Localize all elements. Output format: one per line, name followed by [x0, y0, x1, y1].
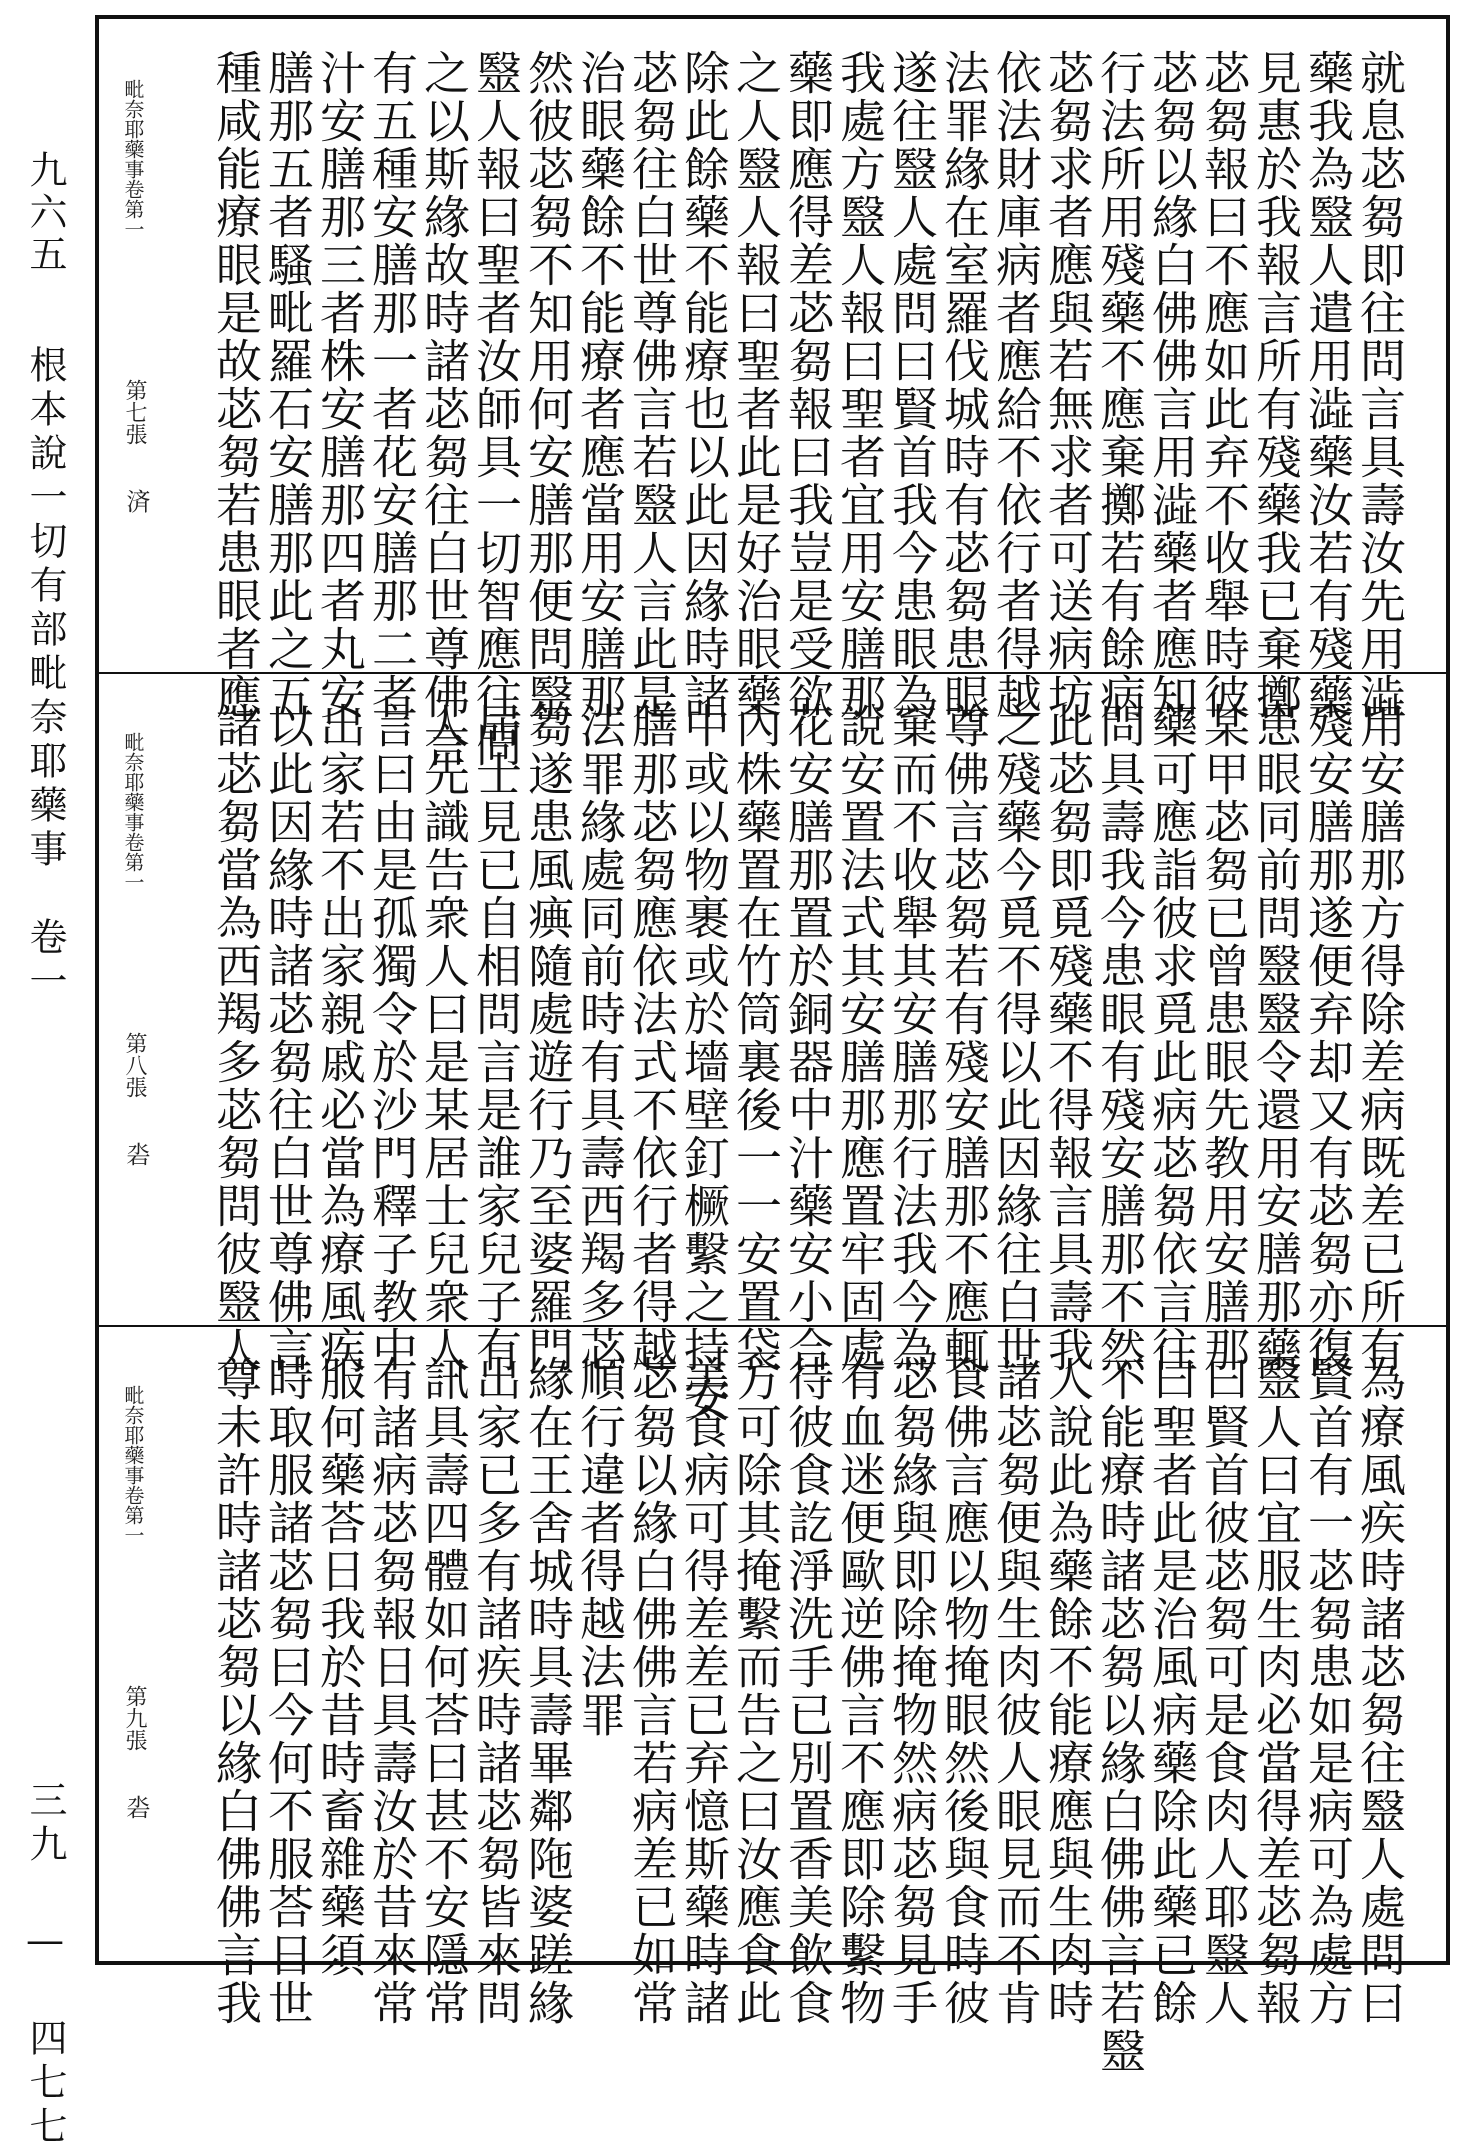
text-column: 膳那五者騷毗羅石安膳那此之五: [261, 49, 315, 721]
text-column: 治眼藥餘不能療者應當用安膳那: [573, 49, 627, 721]
text-column: 曰聖者此是治風病藥除此藥已餘: [1145, 1355, 1199, 2027]
text-column: 苾芻報曰不應如此弃不收舉時彼: [1197, 49, 1251, 721]
text-column: 然彼苾芻不知用何安膳那便問毉: [521, 49, 575, 721]
text-column: 毉人曰宜服生肉必當得差苾芻報: [1249, 1355, 1303, 2027]
text-column: 毉人報曰聖者汝師具一切智應往問: [469, 49, 523, 769]
text-column: 就息苾芻即往問言具壽汝先用澁: [1353, 49, 1407, 721]
text-column: 出家已多有諸疾時諸苾芻皆來問: [469, 1355, 523, 2027]
text-column: 我處方毉人報曰聖者宜用安膳那: [833, 49, 887, 721]
text-column: 膳那苾芻應依法式不依行者得越: [625, 702, 679, 1374]
text-column: 殘安膳那遂便弃却又有苾芻亦復: [1301, 702, 1355, 1374]
text-column: 言曰由是孤獨令於沙門釋子教中: [365, 702, 419, 1374]
text-column: 花安膳那置於銅器中汁藥安小合: [781, 702, 835, 1374]
text-column: 賢首有一苾芻患如是病可為處方: [1301, 1355, 1355, 2027]
text-column: 藥我為毉人遣用澁藥汝若有殘藥: [1301, 49, 1355, 721]
text-column: 出家若不出家親戚必當為療風疾: [313, 702, 367, 1374]
text-column: 此苾芻即覓殘藥不得報言具壽我: [1041, 702, 1095, 1374]
text-column: 依法財庫病者應給不依行者得越: [989, 49, 1043, 721]
text-column: 見惠於我報言所有殘藥我已棄擲: [1249, 49, 1303, 721]
text-panel-3: [99, 1325, 1446, 2075]
volume-page-range: 三九 — 四七七: [23, 1780, 67, 2150]
text-column: 諸苾芻便與生肉彼人眼見而不肯: [989, 1355, 1043, 2027]
text-column: 尊未許時諸苾芻以緣白佛佛言我: [209, 1355, 263, 2027]
text-column: 尊佛言苾芻若有殘安膳那不應輒: [937, 702, 991, 1374]
text-column: 遂往毉人處問曰賢首我今患眼為: [885, 49, 939, 721]
text-column: 待彼食訖淨洗手已別置香美飲食: [781, 1355, 835, 2027]
text-column: 服何藥荅日我於昔時畜雜藥須: [313, 1355, 367, 1979]
text-column: 有血迷便歐逆佛言不應即除繫物: [833, 1355, 887, 2027]
text-column: 芻遂患風痶隨處遊行乃至婆羅門: [521, 702, 575, 1374]
text-column: 內株藥置在竹筒裏後一一安置袋: [729, 702, 783, 1374]
page-margin-header: [0, 0, 90, 2150]
text-column: 患眼同前問毉毉令還用安膳那藥: [1249, 702, 1303, 1374]
panel-footer-title: 毗奈耶藥事卷第一: [121, 1385, 145, 1545]
book-title: 根本說一切有部毗奈耶藥事 卷一: [23, 345, 67, 1005]
text-column: 有諸病苾芻報日具壽汝於昔來常: [365, 1355, 419, 2027]
text-column: 人說此為藥餘不能療應與生肉時: [1041, 1355, 1095, 2027]
text-column: 苾芻以緣白佛佛言用澁藥者應知: [1145, 49, 1199, 721]
text-columns: [209, 49, 1407, 769]
text-column: 之以斯緣故時諸苾芻往白世尊佛言: [417, 49, 471, 769]
text-column: 苾芻以緣白佛佛言若病差已如常: [625, 1355, 679, 2027]
text-column: 之人毉人報曰聖者此是好治眼藥: [729, 49, 783, 721]
text-column: 用安膳那方得除差病既差已所有: [1353, 702, 1407, 1374]
text-column: 苾芻往白世尊佛言若毉人言此是: [625, 49, 679, 721]
text-column: 藥可應詣彼求覓此病苾芻依言往: [1145, 702, 1199, 1374]
panel-footer-title: 毗奈耶藥事卷第一: [121, 79, 145, 239]
text-column: 除此餘藥不能療也以此因緣時諸: [677, 49, 731, 721]
text-column: 不能療時諸苾芻以緣白佛佛言若毉: [1093, 1355, 1147, 2075]
panel-mark: 済: [122, 489, 150, 513]
text-column: 中或以物裹或於墻壁釘橛繫之持安: [677, 702, 731, 1422]
text-panel-2: [99, 672, 1446, 1422]
text-column: 曰賢首彼苾芻可是食肉人耶毉人: [1197, 1355, 1251, 2027]
text-column: 之殘藥今覓不得以此因緣往白世: [989, 702, 1043, 1374]
page-number: 九六五: [23, 150, 67, 276]
text-column: 緣在王舍城時具壽畢鄰陁婆蹉緣: [521, 1355, 575, 2027]
panel-footer-title: 毗奈耶藥事卷第一: [121, 732, 145, 892]
text-column: 食佛言應以物掩眼然後與食時彼: [937, 1355, 991, 2027]
text-column: 苾芻緣與即除掩物然病苾芻見手: [885, 1355, 939, 2027]
scripture-frame: [95, 15, 1450, 2075]
text-column: 說安置法式其安膳那應置牢固處: [833, 702, 887, 1374]
text-column: 藥即應得差苾芻報曰我豈是受欲: [781, 49, 835, 721]
text-panel-1: [99, 19, 1446, 769]
text-column: 訊具壽四體如何荅曰甚不安隱常: [417, 1355, 471, 2027]
text-column: 某甲苾芻已曾患眼先教用安膳那: [1197, 702, 1251, 1374]
text-column: 種咸能療眼是故苾芻若患眼者應: [209, 49, 263, 721]
text-column: 行法所用殘藥不應棄擲若有餘病: [1093, 49, 1147, 721]
text-column: 方可除其掩繫而告之曰汝應食此: [729, 1355, 783, 2027]
text-column: 汁安膳那三者株安膳那四者丸安: [313, 49, 367, 721]
text-column: 諸苾芻當為西羯多苾芻問彼毉人: [209, 702, 263, 1374]
text-column: 居士見已自相問言是誰家兒子有: [469, 702, 523, 1374]
text-column: 有五種安膳那一者花安膳那二者: [365, 49, 419, 721]
panel-sheet-label: 第八張: [122, 1032, 147, 1098]
text-column: 順行違者得越法罪: [573, 1355, 627, 1739]
text-column: 苾芻求者應與若無求者可送病坊: [1041, 49, 1095, 721]
text-columns: [209, 702, 1407, 1422]
panel-sheet-label: 第九張: [122, 1685, 147, 1751]
text-column: 美食病可得差差已弃憶斯藥時諸: [677, 1355, 731, 2027]
text-column: 時取服諸苾芻曰今何不服荅日世: [261, 1355, 315, 2027]
text-column: 人先識告衆人曰是某居士兒衆人: [417, 702, 471, 1374]
text-columns: [209, 1355, 1407, 2075]
text-column: 以此因緣時諸苾芻往白世尊佛言: [261, 702, 315, 1374]
panel-mark: 沯: [122, 1142, 150, 1166]
text-column: 法罪緣在室羅伐城時有苾芻患眼: [937, 49, 991, 721]
text-column: 問具壽我今患眼有殘安膳那不然: [1093, 702, 1147, 1374]
text-column: 為療風疾時諸苾芻往毉人處問曰: [1353, 1355, 1407, 2027]
panel-mark: 沯: [122, 1795, 150, 1819]
text-column: 法罪緣處同前時有具壽西羯多苾: [573, 702, 627, 1374]
text-column: 棄而不收舉其安膳那行法我今為: [885, 702, 939, 1374]
panel-sheet-label: 第七張: [122, 379, 147, 445]
